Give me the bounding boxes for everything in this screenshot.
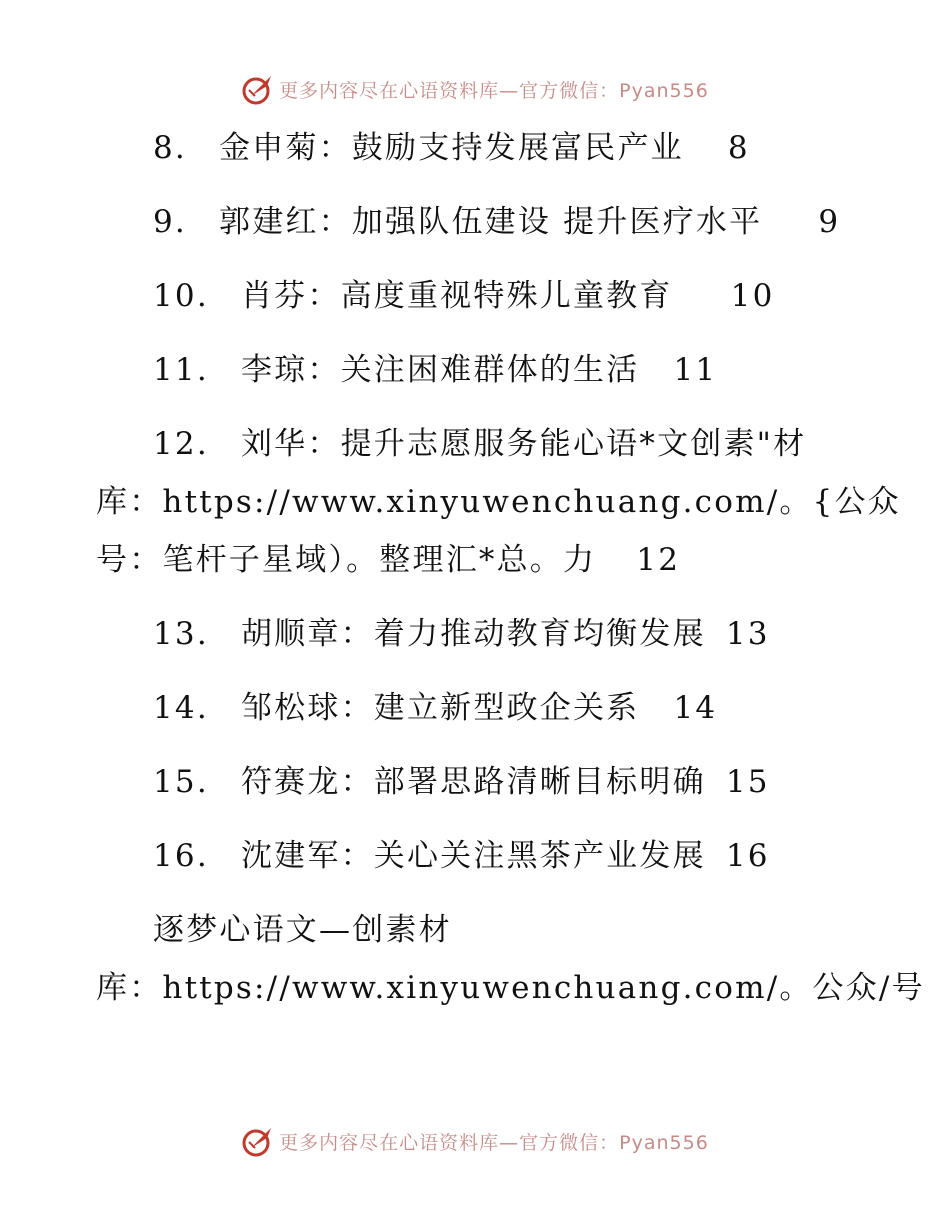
toc-page: 16 bbox=[725, 838, 770, 874]
footer-text: 库：https://www.xinyuwenchuang.com/。公众/号 bbox=[96, 970, 925, 1006]
toc-entry-12-line2 bbox=[96, 482, 901, 522]
toc-title: 金申菊：鼓励支持发展富民产业 bbox=[219, 130, 684, 166]
watermark-text: 更多内容尽在心语资料库—官方微信：Pyan556 bbox=[279, 1131, 709, 1154]
toc-title-cont: 号：笔杆子星域）。整理汇*总。力 bbox=[96, 542, 597, 578]
toc-page: 14 bbox=[673, 690, 718, 726]
toc-number: 9. bbox=[153, 204, 187, 240]
watermark-text: 更多内容尽在心语资料库—官方微信：Pyan556 bbox=[279, 79, 709, 102]
toc-title: 符赛龙：部署思路清晰目标明确 bbox=[240, 764, 706, 800]
toc-page: 11 bbox=[673, 352, 718, 388]
quill-logo-icon bbox=[241, 72, 275, 106]
toc-entry-16[interactable] bbox=[153, 836, 770, 876]
toc-number: 15. bbox=[153, 764, 209, 800]
toc-number: 16. bbox=[153, 838, 209, 874]
toc-entry-12-line3 bbox=[96, 540, 680, 580]
watermark-banner-bottom bbox=[0, 1124, 950, 1158]
toc-entry-8[interactable] bbox=[153, 128, 750, 168]
toc-entry-13[interactable] bbox=[153, 614, 770, 654]
toc-entry-10[interactable] bbox=[153, 276, 775, 316]
toc-entry-9[interactable] bbox=[153, 202, 840, 242]
toc-title: 邹松球：建立新型政企关系 bbox=[240, 690, 640, 726]
toc-number: 10. bbox=[153, 278, 209, 314]
toc-number: 8. bbox=[153, 130, 187, 166]
toc-entry-15[interactable] bbox=[153, 762, 770, 802]
toc-number: 13. bbox=[153, 616, 209, 652]
footer-text-line2 bbox=[96, 968, 925, 1008]
footer-text-line1 bbox=[153, 910, 452, 950]
toc-number: 12. bbox=[153, 426, 209, 462]
toc-page: 8 bbox=[727, 130, 750, 166]
toc-page: 13 bbox=[725, 616, 770, 652]
toc-entry-11[interactable] bbox=[153, 350, 717, 390]
toc-page: 15 bbox=[725, 764, 770, 800]
toc-entry-12-line1[interactable] bbox=[153, 424, 806, 464]
footer-text: 逐梦心语文—创素材 bbox=[153, 912, 452, 948]
toc-title: 胡顺章：着力推动教育均衡发展 bbox=[240, 616, 706, 652]
quill-logo-icon bbox=[241, 1124, 275, 1158]
toc-page: 9 bbox=[818, 204, 841, 240]
toc-title: 李琼：关注困难群体的生活 bbox=[240, 352, 640, 388]
watermark-banner-top bbox=[0, 72, 950, 106]
toc-page: 10 bbox=[730, 278, 775, 314]
toc-title: 肖芬：高度重视特殊儿童教育 bbox=[240, 278, 673, 314]
toc-number: 14. bbox=[153, 690, 209, 726]
toc-page: 12 bbox=[636, 542, 681, 578]
toc-title: 郭建红：加强队伍建设 提升医疗水平 bbox=[219, 204, 763, 240]
toc-title-cont: 库：https://www.xinyuwenchuang.com/。{公众 bbox=[96, 484, 901, 520]
toc-title: 刘华：提升志愿服务能心语*文创素"材 bbox=[240, 426, 807, 462]
toc-entry-14[interactable] bbox=[153, 688, 717, 728]
toc-title: 沈建军：关心关注黑茶产业发展 bbox=[240, 838, 706, 874]
toc-number: 11. bbox=[153, 352, 209, 388]
